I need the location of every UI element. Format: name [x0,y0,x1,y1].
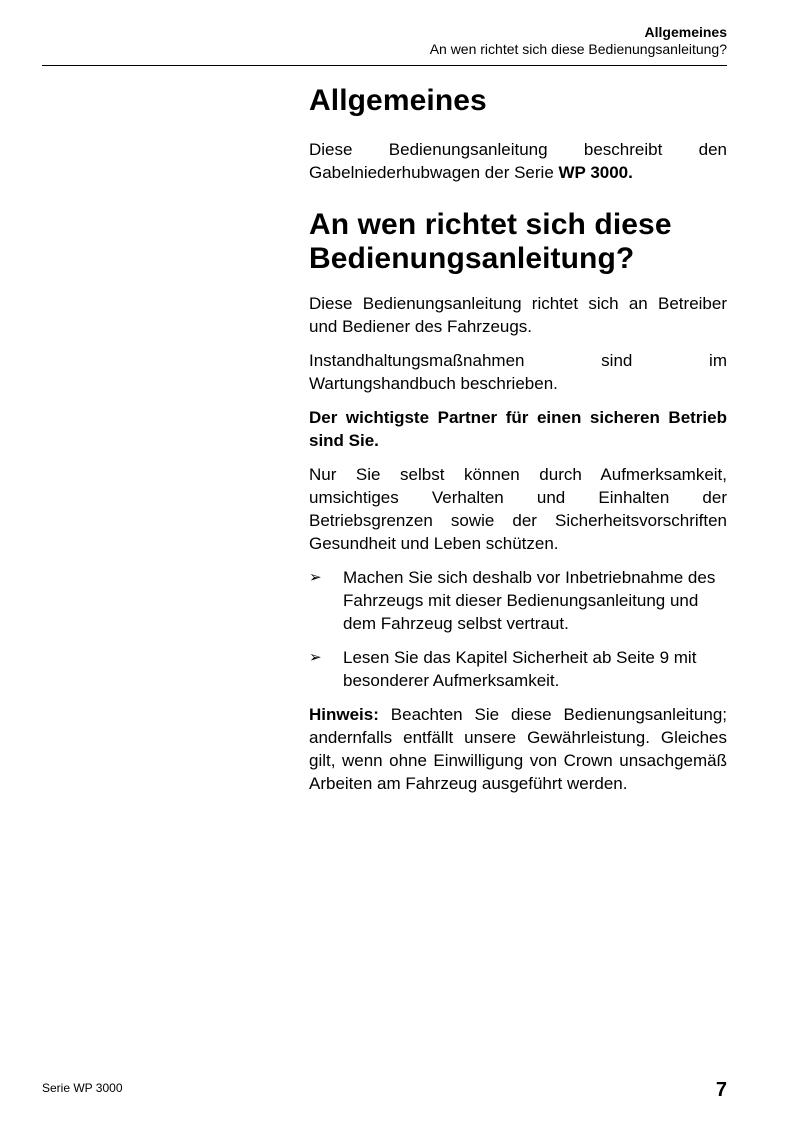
heading-audience: An wen richtet sich diese Bedienungsanleitung? [309,208,672,275]
arrow-bullet-icon: ➢ [309,649,322,666]
header-subsection-title: An wen richtet sich diese Bedienungsanleitung? [429,41,727,57]
footer-series: Serie WP 3000 [42,1081,123,1095]
list-item-text: Machen Sie sich deshalb vor Inbetriebnahme des Fahrzeugs mit dieser Bedienungsanleitung und dem Fahrzeug selbst vertraut. [343,568,716,633]
paragraph-partner: Der wichtigste Partner für einen sicheren Betrieb sind Sie. [309,408,727,450]
header-rule [42,65,727,66]
page-number: 7 [715,1079,727,1101]
note-paragraph [309,703,727,795]
intro-text: Diese Bedienungsanleitung beschreibt den Gabelniederhubwagen der Serie [309,140,727,182]
note-text: Beachten Sie diese Bedienungsanleitung; andernfalls entfällt unsere Gewährleistung. Gleiches gilt, wenn ohne Einwilligung von Crown unsachgemäß Arbeiten am Fahrzeug ausgeführt werden. [309,705,727,793]
running-header [430,24,727,58]
instruction-list [309,566,727,692]
paragraph-responsibility: Nur Sie selbst können durch Aufmerksamkeit, umsichtiges Verhalten und Einhalten der Betriebsgrenzen sowie der Sicherheitsvorschriften Gesundheit und Leben schützen. [309,465,727,553]
note-label: Hinweis: [309,705,379,724]
intro-paragraph [309,138,727,184]
list-item [309,646,727,692]
paragraph-maintenance: Instandhaltungsmaßnahmen sind im Wartungshandbuch beschrieben. [309,351,727,393]
heading-general: Allgemeines [309,84,487,117]
main-column [309,84,727,806]
list-item-text: Lesen Sie das Kapitel Sicherheit ab Seite 9 mit besonderer Aufmerksamkeit. [343,648,697,690]
list-item [309,566,727,635]
intro-model: WP 3000. [558,163,633,182]
header-section-title: Allgemeines [644,24,727,40]
paragraph-audience: Diese Bedienungsanleitung richtet sich an Betreiber und Bediener des Fahrzeugs. [309,294,727,336]
arrow-bullet-icon: ➢ [309,569,322,586]
